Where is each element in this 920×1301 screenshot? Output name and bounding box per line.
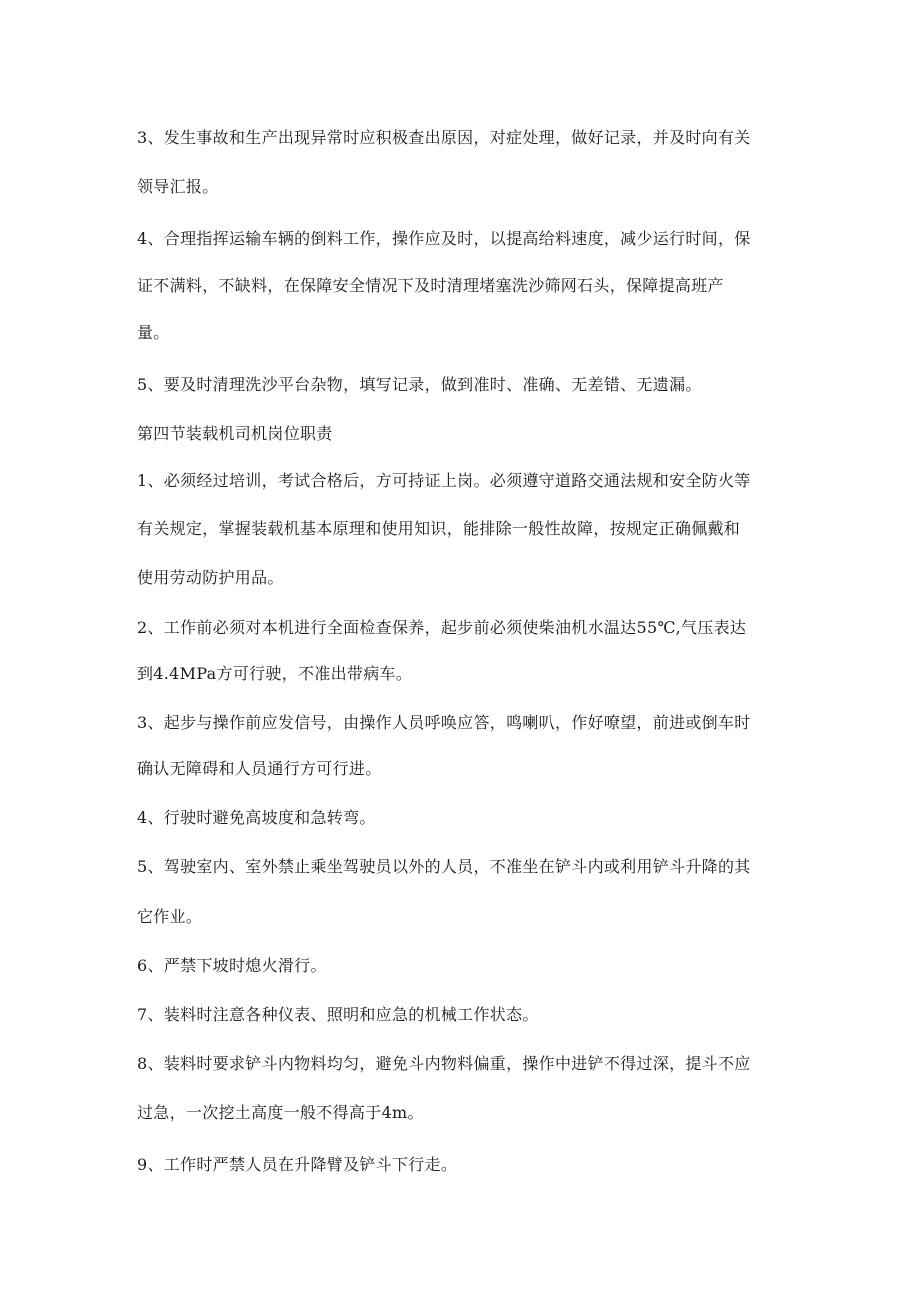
text-line: 过急，一次挖土高度一般不得高于4m。: [137, 1103, 424, 1122]
text-line: 证不满料，不缺料，在保障安全情况下及时清理堵塞洗沙筛网石头，保障提高班产: [137, 276, 724, 295]
text-line: 它作业。: [137, 907, 203, 926]
text-line: 量。: [137, 323, 170, 342]
text-line: 3、发生事故和生产出现异常时应积极查出原因，对症处理，做好记录，并及时向有关: [137, 128, 751, 147]
section-heading: 第四节装载机司机岗位职责: [137, 424, 333, 443]
text-line: 1、必须经过培训，考试合格后，方可持证上岗。必须遵守道路交通法规和安全防火等: [137, 471, 751, 490]
text-line: 4、合理指挥运输车辆的倒料工作，操作应及时，以提高给料速度，减少运行时间，保: [137, 229, 751, 248]
text-line: 有关规定，掌握装载机基本原理和使用知识，能排除一般性故障，按规定正确佩戴和: [137, 519, 741, 538]
text-line: 到4.4MPa方可行驶，不准出带病车。: [137, 664, 413, 683]
text-line: 2、工作前必须对本机进行全面检查保养，起步前必须使柴油机水温达55℃,气压表达: [137, 618, 747, 637]
text-line: 5、要及时清理洗沙平台杂物，填写记录，做到准时、准确、无差错、无遗漏。: [137, 375, 702, 394]
text-line: 4、行驶时避免高坡度和急转弯。: [137, 808, 376, 827]
text-line: 3、起步与操作前应发信号，由操作人员呼唤应答，鸣喇叭，作好嘹望，前进或倒车时: [137, 713, 751, 732]
text-line: 9、工作时严禁人员在升降臂及铲斗下行走。: [137, 1155, 458, 1174]
text-line: 7、装料时注意各种仪表、照明和应急的机械工作状态。: [137, 1005, 539, 1024]
text-line: 使用劳动防护用品。: [137, 568, 284, 587]
text-line: 6、严禁下坡时熄火滑行。: [137, 956, 327, 975]
text-line: 确认无障碍和人员通行方可行进。: [137, 759, 382, 778]
text-line: 5、驾驶室内、室外禁止乘坐驾驶员以外的人员，不准坐在铲斗内或利用铲斗升降的其: [137, 857, 751, 876]
text-line: 领导汇报。: [137, 177, 219, 196]
text-line: 8、装料时要求铲斗内物料均匀，避免斗内物料偏重，操作中进铲不得过深，提斗不应: [137, 1054, 751, 1073]
